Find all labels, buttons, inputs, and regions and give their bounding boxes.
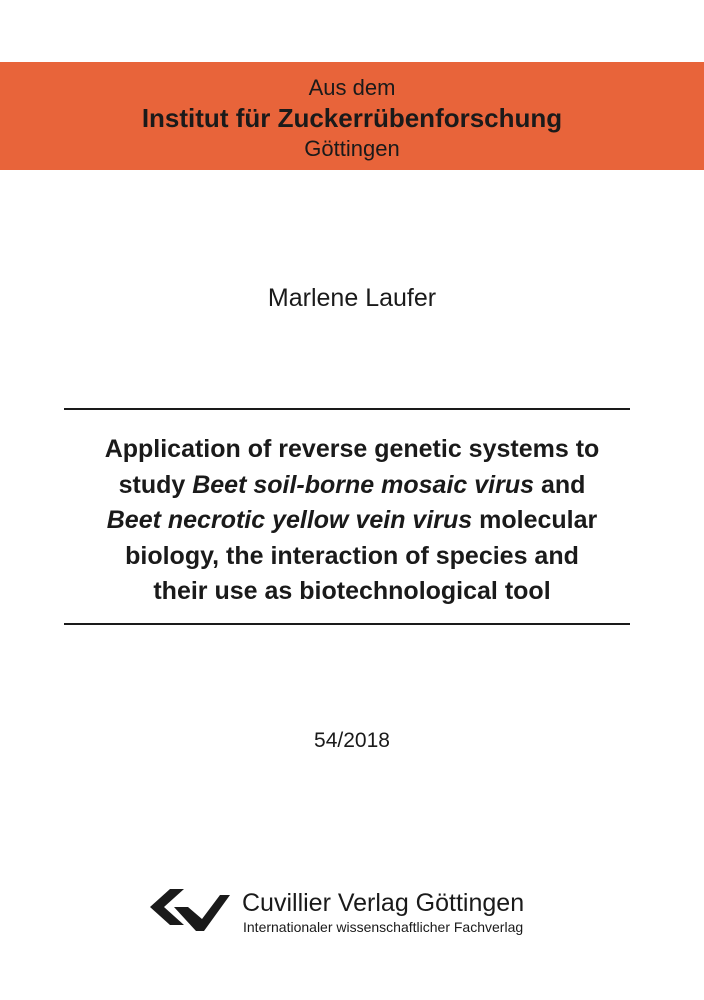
institute-city: Göttingen	[304, 136, 400, 161]
title-line-3-post: molecular	[472, 506, 598, 534]
title-rule-top	[64, 408, 630, 410]
publisher-tagline: Internationaler wissenschaftlicher Fachverlag	[243, 919, 524, 935]
title-line-2-post: and	[534, 470, 586, 499]
book-title	[40, 432, 664, 610]
title-line-2-pre: study	[118, 470, 193, 499]
banner-prefix: Aus dem	[308, 75, 396, 100]
title-line-1: Application of reverse genetic systems to	[104, 435, 600, 463]
title-rule-bottom	[64, 623, 630, 625]
institute-banner	[0, 62, 704, 170]
publisher-name: Cuvillier Verlag Göttingen	[242, 889, 525, 917]
cuvillier-logo-icon	[144, 885, 232, 933]
series-number: 54/2018	[314, 729, 390, 752]
title-virus-1: Beet soil-borne mosaic virus	[192, 470, 534, 499]
title-line-2	[40, 468, 664, 504]
publisher-block	[144, 882, 564, 938]
author-name: Marlene Laufer	[267, 284, 437, 312]
institute-name: Institut für Zuckerrübenforschung	[141, 103, 563, 133]
title-line-3	[40, 503, 664, 539]
title-line-5: their use as biotechnological tool	[153, 577, 551, 605]
title-line-4: biology, the interaction of species and	[125, 541, 579, 570]
title-virus-2: Beet necrotic yellow vein virus	[106, 506, 473, 534]
